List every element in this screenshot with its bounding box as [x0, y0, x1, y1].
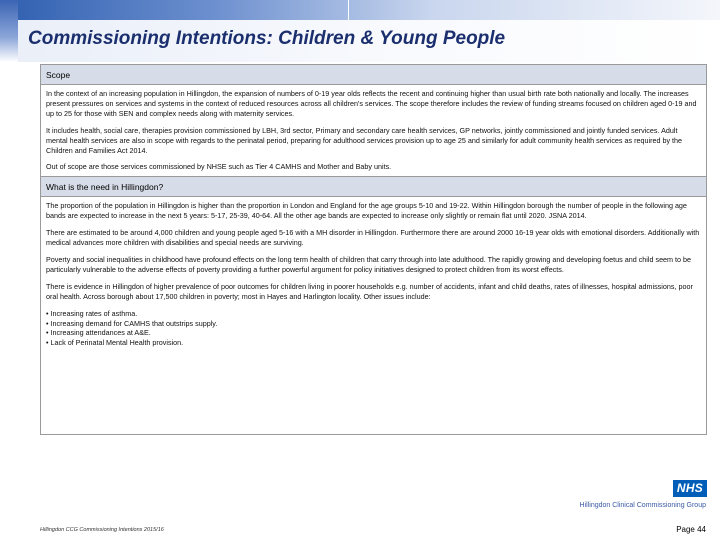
top-decorative-strip [0, 0, 720, 20]
scope-paragraph: It includes health, social care, therapies provision commissioned by LBH, 3rd sector, Primary and secondary care health services, GP networks, jointly commissioned and jointly funded services. Adult mental health services are also in scope with regards to the perinatal period, preparing for adulthood services provision up to age 25 and similarly for adult community health services as required by the Children and Families Act 2014. [46, 125, 683, 155]
ccg-name: Hillingdon Clinical Commissioning Group [579, 502, 706, 509]
page-number: Page 44 [676, 525, 706, 534]
scope-paragraph: Out of scope are those services commissioned by NHSE such as Tier 4 CAMHS and Mother and Baby units. [46, 162, 392, 172]
need-paragraph: There is evidence in Hillingdon of higher prevalence of poor outcomes for children living in poorer households e.g. number of accidents, infant and child deaths, rates of illnesses, hospital admissions, poor oral health. Across borough about 17,500 children in poverty; most in Hayes and Harlington locality. Other issues include: [46, 281, 693, 301]
list-item: • Increasing demand for CAMHS that outstrips supply. [46, 318, 218, 328]
strip-divider [348, 0, 349, 20]
content-table [40, 64, 707, 435]
need-body [41, 197, 706, 350]
scope-heading: Scope [41, 65, 706, 85]
list-item: • Lack of Perinatal Mental Health provision. [46, 338, 184, 348]
scope-body [41, 85, 706, 177]
need-paragraph: Poverty and social inequalities in childhood have profound effects on the long term health of children that carry through into late adulthood. The rapidly growing and developing foetus and child seem to be particularly vulnerable to the adverse effects of poverty providing a further powerful argument for policy initiatives designed to protect children from its worst effects. [46, 254, 692, 274]
footer-note: Hillingdon CCG Commissioning Intentions 2015/16 [40, 527, 164, 533]
need-heading: What is the need in Hillingdon? [41, 177, 706, 197]
nhs-logo: NHS [673, 480, 707, 497]
list-item: • Increasing attendances at A&E. [46, 328, 151, 338]
page-title: Commissioning Intentions: Children & Young People [28, 28, 506, 49]
need-paragraph: There are estimated to be around 4,000 children and young people aged 5-16 with a MH disorder in Hillingdon. Furthermore there are around 2000 16-19 year olds with emotional disorders. Additionally with medical advances more children with disabilities and special needs are surviving. [46, 228, 700, 248]
scope-paragraph: In the context of an increasing population in Hillingdon, the expansion of numbers of 0-19 year olds reflects the recent and continuing higher than usual birth rate both nationally and locally. The increases present pressures on services and systems in the context of reduced resources across all children's services. The scope therefore includes the review of funding streams focused on children aged 0-19 and up to 25 for those with SEN and complex needs along with maternity services. [46, 89, 697, 118]
issues-list [46, 309, 701, 349]
left-accent-bar [0, 0, 18, 62]
need-paragraph: The proportion of the population in Hillingdon is higher than the proportion in London and England for the age groups 5-10 and 19-22. Within Hillingdon borough the number of people in the following age bands are expected to increase in the next 5 years: 5-17, 25-39, 40-64. All the other age bands are expected to increase only slightly or remain flat until 2020. JSNA 2014. [46, 201, 687, 221]
list-item: • Increasing rates of asthma. [46, 308, 138, 318]
